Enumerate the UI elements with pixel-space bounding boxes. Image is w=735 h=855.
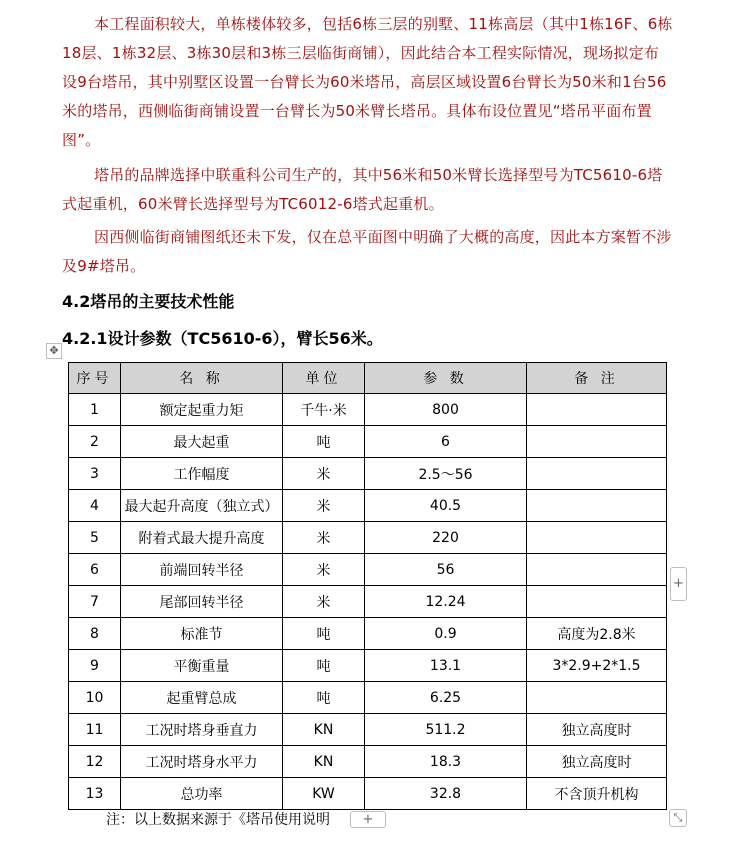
header-name: 名 称 [121,363,283,394]
table-row [69,746,667,778]
cell-unit: KW [283,778,365,810]
table-row [69,618,667,650]
cell-no: 12 [69,746,121,778]
cell-value: 12.24 [365,586,527,618]
cell-note: 独立高度时 [527,746,667,778]
table-row [69,650,667,682]
table-footnote: 注：以上数据来源于《塔吊使用说明 [106,812,330,828]
cell-no: 5 [69,522,121,554]
cell-unit: KN [283,746,365,778]
table-row [69,554,667,586]
cell-note [527,554,667,586]
cell-value: 6.25 [365,682,527,714]
cell-no: 6 [69,554,121,586]
table-row [69,426,667,458]
cell-name: 工况时塔身垂直力 [121,714,283,746]
cell-note [527,586,667,618]
cell-unit: 米 [283,554,365,586]
cell-name: 起重臂总成 [121,682,283,714]
cell-name: 附着式最大提升高度 [121,522,283,554]
cell-no: 10 [69,682,121,714]
table-row [69,394,667,426]
cell-name: 平衡重量 [121,650,283,682]
cell-no: 11 [69,714,121,746]
cell-no: 2 [69,426,121,458]
cell-name: 额定起重力矩 [121,394,283,426]
cell-name: 前端回转半径 [121,554,283,586]
cell-unit: KN [283,714,365,746]
cell-value: 0.9 [365,618,527,650]
table-row [69,778,667,810]
cell-value: 220 [365,522,527,554]
header-value: 参 数 [365,363,527,394]
cell-unit: 千牛·米 [283,394,365,426]
cell-name: 最大起重 [121,426,283,458]
paragraph-crane-scope: 因西侧临街商铺图纸还未下发，仅在总平面图中明确了大概的高度，因此本方案暂不涉及9#塔吊。 [62,228,672,275]
cell-unit: 米 [283,458,365,490]
header-no: 序号 [69,363,121,394]
cell-value: 2.5～56 [365,458,527,490]
cell-value: 40.5 [365,490,527,522]
table-header-row [69,363,667,394]
cell-no: 13 [69,778,121,810]
header-unit: 单位 [283,363,365,394]
cell-unit: 吨 [283,650,365,682]
cell-note: 独立高度时 [527,714,667,746]
cell-note: 3*2.9+2*1.5 [527,650,667,682]
plus-icon: + [362,812,374,827]
table-row [69,586,667,618]
cell-name: 标准节 [121,618,283,650]
cell-note [527,426,667,458]
cell-value: 18.3 [365,746,527,778]
cell-value: 511.2 [365,714,527,746]
cell-note [527,682,667,714]
cell-name: 最大起升高度（独立式） [121,490,283,522]
cell-value: 13.1 [365,650,527,682]
cell-name: 工况时塔身水平力 [121,746,283,778]
add-row-button[interactable] [350,811,386,828]
cell-name: 尾部回转半径 [121,586,283,618]
cell-unit: 吨 [283,618,365,650]
cell-no: 9 [69,650,121,682]
plus-icon: + [673,576,684,591]
table-row [69,490,667,522]
cell-unit: 吨 [283,426,365,458]
cell-note [527,394,667,426]
cell-note: 高度为2.8米 [527,618,667,650]
cell-unit: 米 [283,490,365,522]
cell-note [527,458,667,490]
cell-no: 7 [69,586,121,618]
table-row [69,682,667,714]
cell-no: 3 [69,458,121,490]
cell-unit: 吨 [283,682,365,714]
cell-no: 1 [69,394,121,426]
table-row [69,714,667,746]
cell-note [527,522,667,554]
subsection-heading: 4.2.1设计参数（TC5610-6），臂长56米。 [62,329,383,348]
paragraph-tower-crane-layout: 本工程面积较大，单栋楼体较多，包括6栋三层的别墅、11栋高层（其中1栋16F、6栋18层、1栋32层、3栋30层和3栋三层临街商铺），因此结合本工程实际情况，现场拟定布设9台塔吊，其中别墅区设置一台臂长为60米塔吊，高层区域设置6台臂长为50米和1台56米的塔吊，西侧临街商铺设置一台臂长为50米臂长塔吊。具体布设位置见“塔吊平面布置图”。 [62,15,673,149]
resize-icon[interactable]: ⤡ [669,809,687,827]
cell-note: 不含顶升机构 [527,778,667,810]
add-column-button[interactable] [670,567,687,601]
cell-unit: 米 [283,522,365,554]
cell-name: 工作幅度 [121,458,283,490]
move-icon[interactable]: ✥ [46,343,62,359]
cell-no: 4 [69,490,121,522]
header-note: 备 注 [527,363,667,394]
parameters-table [68,362,667,810]
table-row [69,522,667,554]
section-heading: 4.2塔吊的主要技术性能 [62,292,235,311]
cell-no: 8 [69,618,121,650]
table-row [69,458,667,490]
cell-value: 32.8 [365,778,527,810]
cell-value: 56 [365,554,527,586]
paragraph-crane-brand: 塔吊的品牌选择中联重科公司生产的，其中56米和50米臂长选择型号为TC5610-6塔式起重机，60米臂长选择型号为TC6012-6塔式起重机。 [62,166,663,213]
cell-value: 6 [365,426,527,458]
cell-name: 总功率 [121,778,283,810]
cell-value: 800 [365,394,527,426]
cell-unit: 米 [283,586,365,618]
cell-note [527,490,667,522]
